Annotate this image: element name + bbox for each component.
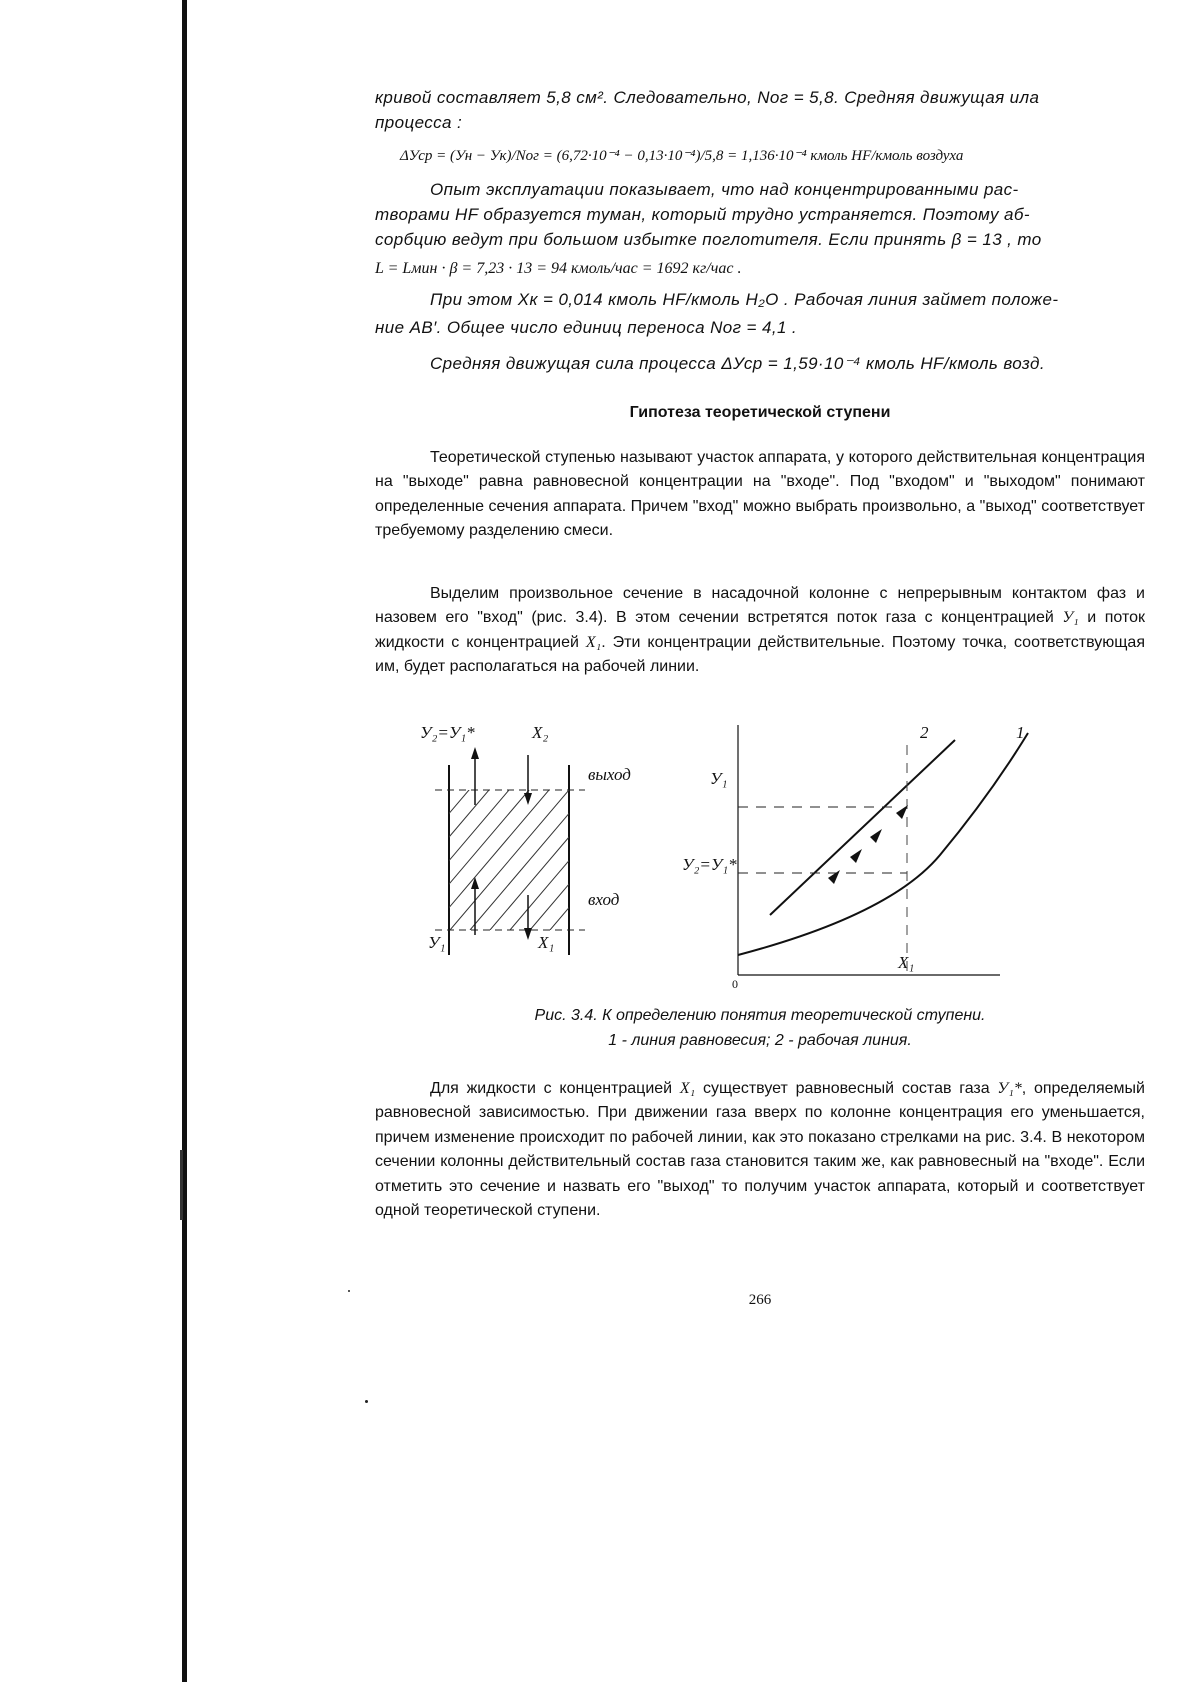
text-line: При этом Xк = 0,014 кмоль HF/кмоль H₂O . Рабочая линия займет положе- bbox=[430, 290, 1059, 309]
fig-label-y1: У₁ bbox=[710, 769, 728, 788]
figure-drawing bbox=[420, 725, 1120, 985]
text-line: сорбцию ведут при большом избытке поглотителя. Если принять β = 13 , то bbox=[375, 230, 1042, 249]
math-x1: X₁ bbox=[679, 1080, 696, 1097]
scan-binding-edge bbox=[182, 0, 187, 1682]
scan-binding-edge-tail bbox=[180, 1150, 183, 1220]
figure-3-4 bbox=[420, 723, 1120, 991]
fig-label-y2: У₂=У₁* bbox=[682, 855, 737, 874]
body-text: существует равновесный состав газа bbox=[695, 1080, 998, 1097]
fig-label-curve-2: 2 bbox=[920, 723, 929, 742]
fig-label-x1: X₁ bbox=[898, 953, 915, 972]
body-text: Выделим произвольное сечение в насадочной колонне с непрерывным контактом фаз и назовем его "вход" (рис. 3.4). В этом сечении встретятся поток газа с концентрацией bbox=[375, 585, 1145, 627]
figure-caption-legend: 1 - линия равновесия; 2 - рабочая линия. bbox=[608, 1032, 912, 1049]
scan-speck bbox=[365, 1400, 368, 1403]
section-heading: Гипотеза теоретической ступени bbox=[629, 404, 891, 421]
body-paragraph bbox=[375, 1077, 1145, 1223]
formula-driving-force: ΔУср = (Ун − Ук)/Nог = (6,72·10⁻⁴ − 0,13·10⁻⁴)/5,8 = 1,136·10⁻⁴ кмоль HF/кмоль воздуха bbox=[400, 148, 964, 164]
text-line: творами HF образуется туман, который трудно устраняется. Поэтому аб- bbox=[375, 205, 1030, 224]
body-text: Для жидкости с концентрацией bbox=[430, 1080, 680, 1097]
body-text: и поток жидкости с концентрацией bbox=[375, 609, 1145, 651]
fig-label-origin: 0 bbox=[732, 977, 738, 991]
fig-label-entry: вход bbox=[588, 890, 620, 909]
math-y1-star: У₁* bbox=[997, 1080, 1022, 1097]
text-line: кривой составляет 5,8 см². Следовательно, Nог = 5,8. Средняя движущая ила bbox=[375, 88, 1040, 107]
math-x1: X₁ bbox=[585, 633, 602, 651]
body-text: . Эти концентрации действительные. Поэтому точка, соответствующая им, будет располагаться на рабочей линии. bbox=[375, 633, 1145, 676]
scan-speck bbox=[348, 1290, 350, 1292]
body-paragraph: Теоретической ступенью называют участок аппарата, у которого действительная концентрация на "выходе" равна равновесной концентрации на "входе". Под "входом" и "выходом" понимают определенные сечения аппарата. Причем "вход" можно выбрать произвольно, а "выход" соответствует требуемому разделению смеси. bbox=[375, 449, 1145, 540]
text-line: процесса : bbox=[375, 113, 463, 132]
body-paragraph bbox=[375, 582, 1145, 680]
text-line: ние AB′. Общее число единиц переноса Nог = 4,1 . bbox=[375, 318, 798, 337]
text-line: Опыт эксплуатации показывает, что над концентрированными рас- bbox=[430, 180, 1019, 199]
fig-label-top-x: X₂ bbox=[532, 723, 549, 742]
fig-label-top-y: У₂=У₁* bbox=[420, 723, 475, 742]
fig-label-exit: выход bbox=[588, 765, 631, 784]
math-y1: У₁ bbox=[1062, 609, 1079, 627]
fig-label-bottom-y: У₁ bbox=[428, 933, 446, 952]
body-text: , определяемый равновесной зависимостью. При движении газа вверх по колонне концентрация его уменьшается, причем изменение происходит по рабочей линии, как это показано стрелками на рис. 3.4. В некотором сечении колонны действительный состав газа становится таким же, как равновесный на "входе". Если отметить это сечение и назвать его "выход" то получим участок аппарата, который и соответствует одной теоретической ступени. bbox=[375, 1080, 1145, 1220]
formula-absorbent-flow: L = Lмин · β = 7,23 · 13 = 94 кмоль/час = 1692 кг/час . bbox=[375, 260, 742, 277]
page-number: 266 bbox=[748, 1292, 772, 1308]
fig-label-curve-1: 1 bbox=[1016, 723, 1025, 742]
figure-caption: Рис. 3.4. К определению понятия теоретической ступени. bbox=[534, 1007, 986, 1024]
fig-label-bottom-x: X₁ bbox=[538, 933, 555, 952]
text-line: Средняя движущая сила процесса ΔУср = 1,59·10⁻⁴ кмоль HF/кмоль возд. bbox=[430, 354, 1045, 373]
